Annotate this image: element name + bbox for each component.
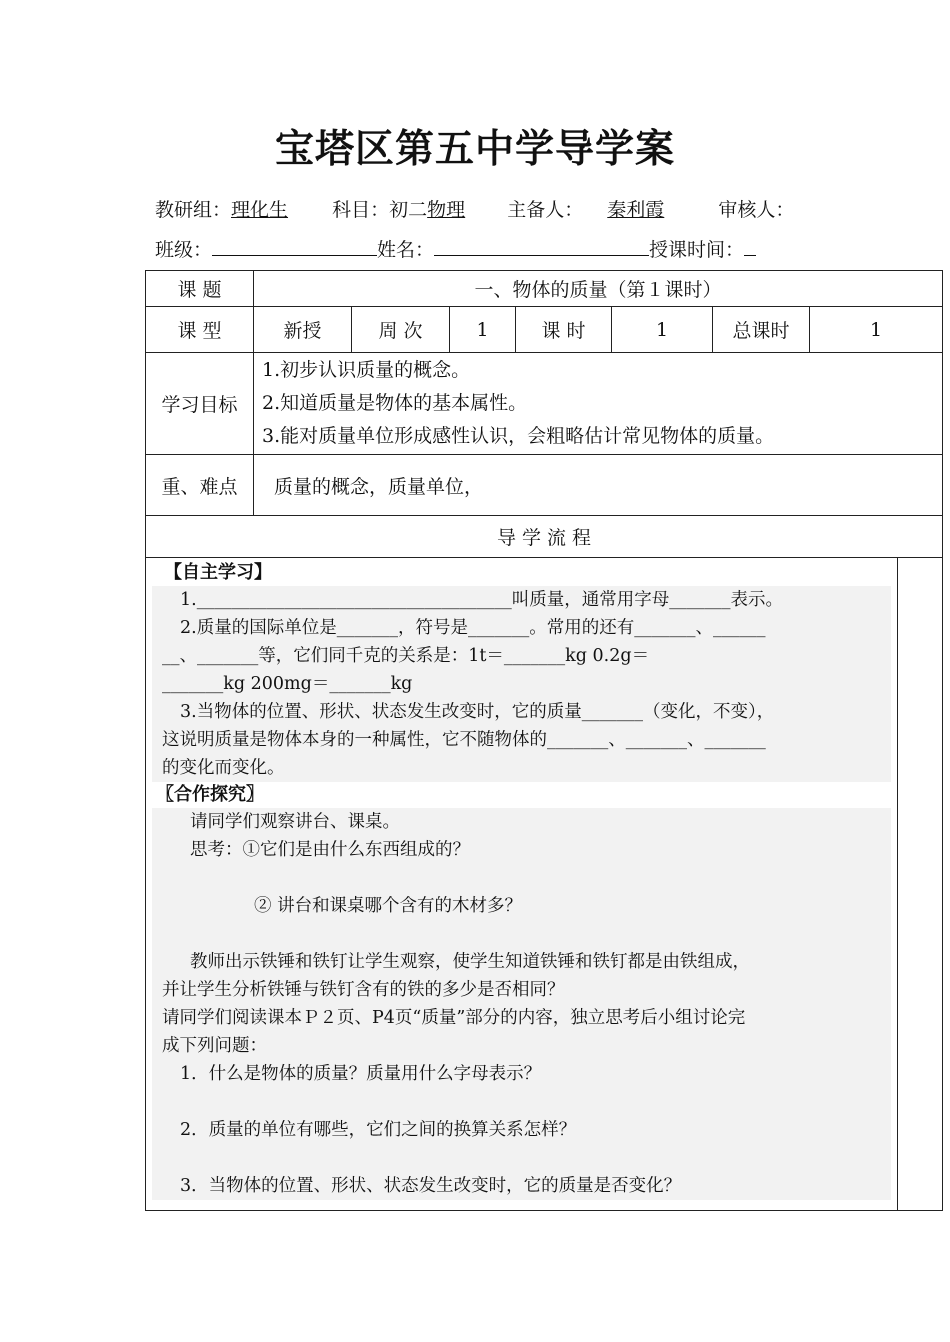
coop-line: 3．当物体的位置、形状、状态发生改变时，它的质量是否变化？ [180,1176,682,1196]
key-label: 重、难点 [146,455,254,516]
subject-value: 物理 [427,199,466,221]
period-label: 课 时 [516,307,612,353]
coop-line [152,864,891,892]
total-label: 总课时 [713,307,810,353]
topic-value: 一、物体的质量（第１课时） [254,271,943,307]
meta-line-2 [155,235,756,262]
self-study-line: 这说明质量是物体本身的一种属性，它不随物体的_______、_______、_______ [162,730,766,750]
goal-item: 3.能对质量单位形成感性认识，会粗略估计常见物体的质量。 [262,425,775,447]
notes-column [898,558,943,1211]
class-blank[interactable] [212,237,377,256]
coop-line: 教师出示铁锤和铁钉让学生观察，使学生知道铁锤和铁钉都是由铁组成， [190,952,750,972]
flow-header: 导 学 流 程 [146,516,943,558]
flow-header-row [146,516,943,558]
total-value: 1 [810,307,943,353]
group-label: 教研组： [155,199,232,221]
coop-line [152,1088,891,1116]
type-label: 课 型 [146,307,254,353]
self-study-line: 的变化而变化。 [162,758,285,778]
coop-block [152,808,891,1200]
coop-line: 1．什么是物体的质量？质量用什么字母表示？ [180,1064,542,1084]
page-title: 宝塔区第五中学导学案 [274,127,675,172]
time-label: 授课时间： [649,239,745,261]
name-blank[interactable] [434,237,649,256]
coop-line: 请同学们观察讲台、课桌。 [190,812,400,832]
self-study-line: 1.____________________________________叫质量，通常用字母_______表示。 [180,590,783,610]
name-label: 姓名： [377,239,435,261]
coop-title: 〖合作探究〗 [156,784,264,805]
flow-content [146,558,898,1211]
time-blank[interactable] [744,237,756,256]
group-value: 理化生 [231,199,289,221]
goals-row [146,353,943,455]
self-study-title: 【自主学习】 [164,562,272,583]
type-row [146,307,943,353]
type-value: 新授 [254,307,352,353]
self-study-line: 3.当物体的位置、形状、状态发生改变时，它的质量_______（变化，不变）， [180,702,775,722]
subject-prefix: 初二 [389,199,428,221]
coop-line: 请同学们阅读课本Ｐ２页、P4页“质量”部分的内容，独立思考后小组讨论完 [162,1008,746,1028]
self-study-block [152,586,891,782]
key-row [146,455,943,516]
coop-line: 2．质量的单位有哪些，它们之间的换算关系怎样？ [180,1120,577,1140]
goal-item: 1.初步认识质量的概念。 [262,359,471,381]
key-value: 质量的概念，质量单位， [254,455,943,516]
coop-line [152,920,891,948]
coop-line: ② 讲台和课桌哪个含有的木材多？ [254,896,523,916]
meta-line-1 [155,195,794,222]
preparer-value: 秦利霞 [607,199,665,221]
period-value: 1 [612,307,713,353]
self-study-line: _______kg 200mg＝_______kg [162,674,413,694]
goal-item: 2.知道质量是物体的基本属性。 [262,392,528,414]
reviewer-label: 审核人： [718,199,795,221]
coop-line [152,1144,891,1172]
goals-label: 学习目标 [146,353,254,455]
coop-line: 成下列问题： [162,1036,267,1056]
self-study-line: 2.质量的国际单位是_______，符号是_______。常用的还有_______、______ [180,618,766,638]
week-value: 1 [450,307,516,353]
topic-row [146,271,943,307]
goals-list [254,353,943,455]
coop-line: 思考：①它们是由什么东西组成的？ [190,840,470,860]
preparer-label: 主备人： [507,199,584,221]
subject-label: 科目： [332,199,390,221]
coop-line: 并让学生分析铁锤与铁钉含有的铁的多少是否相同？ [162,980,565,1000]
self-study-line: __、_______等，它们同千克的关系是：1t＝_______kg 0.2g＝ [162,646,650,666]
lesson-table [145,270,943,1211]
flow-row [146,558,943,1211]
week-label: 周 次 [352,307,450,353]
class-label: 班级： [155,239,213,261]
topic-label: 课 题 [146,271,254,307]
